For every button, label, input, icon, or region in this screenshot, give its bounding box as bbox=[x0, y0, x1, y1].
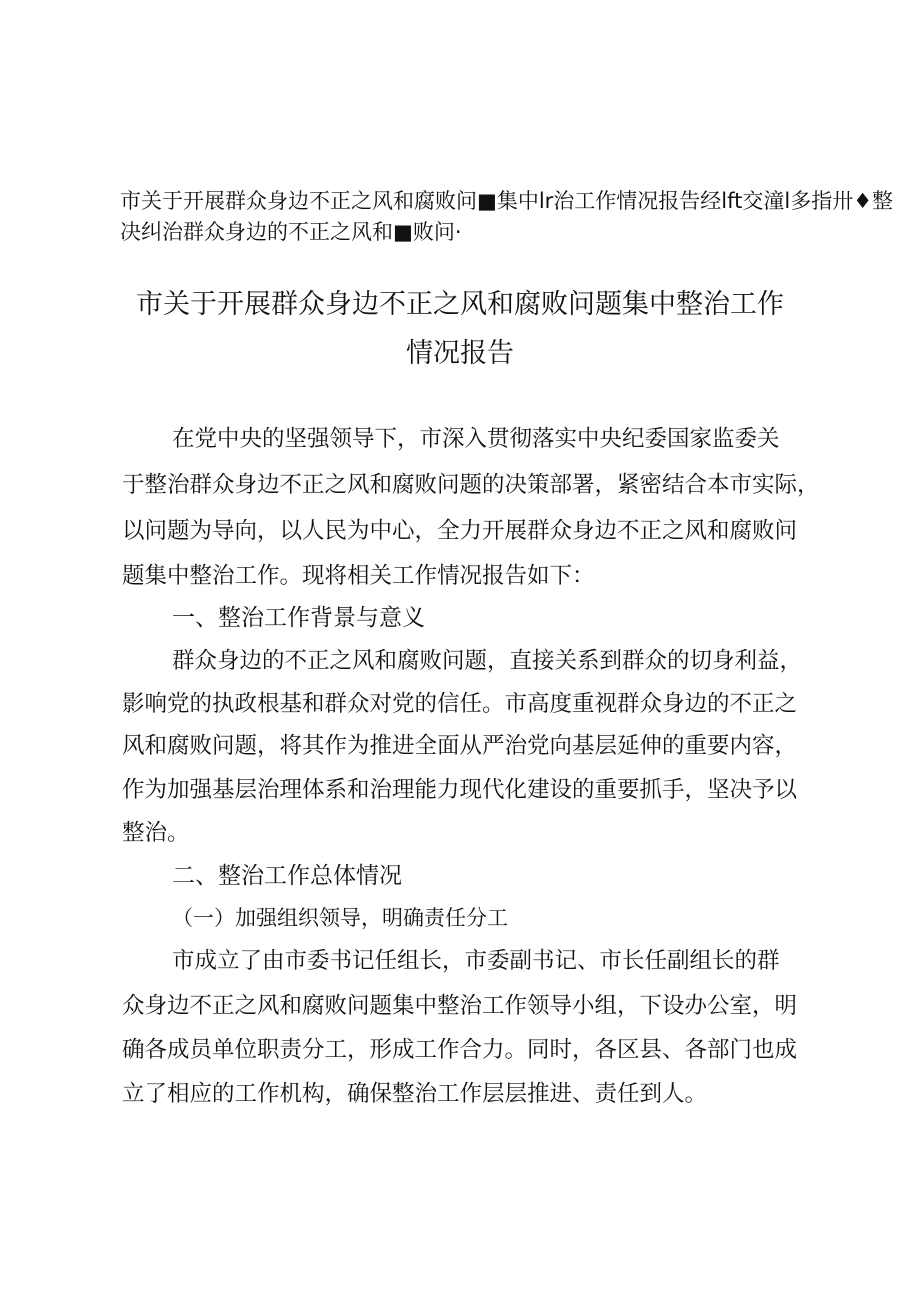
section-2-heading: 二、整治工作总体情况 bbox=[172, 863, 402, 889]
doc-header-line-1: 市关于开展群众身边不正之风和腐败问■集中lr治工作情况报告经lft交潼l多指卅♦整 bbox=[120, 189, 894, 213]
section-1-heading: 一、整治工作背景与意义 bbox=[172, 605, 425, 631]
section-1-line: 整治。 bbox=[122, 820, 190, 846]
section-1-line: 风和腐败问题，将其作为推进全面从严治党向基层延伸的重要内容， bbox=[122, 733, 798, 759]
doc-title-line-2: 情况报告 bbox=[406, 338, 514, 369]
section-2-line: 确各成员单位职责分工，形成工作合力。同时，各区县、各部门也成 bbox=[122, 1037, 798, 1063]
intro-line: 于整治群众身边不正之风和腐败问题的决策部署，紧密结合本市实际， bbox=[122, 472, 820, 498]
section-2-line: 立了相应的工作机构，确保整治工作层层推进、责任到人。 bbox=[122, 1081, 708, 1107]
intro-line: 以问题为导向，以人民为中心，全力开展群众身边不正之风和腐败问 bbox=[122, 518, 798, 544]
section-2-line: 众身边不正之风和腐败问题集中整治工作领导小组，下设办公室，明 bbox=[122, 993, 798, 1019]
doc-header-line-2: 决纠治群众身边的不正之风和■败问· bbox=[120, 220, 462, 244]
section-1-line: 群众身边的不正之风和腐败问题，直接关系到群众的切身利益， bbox=[172, 648, 803, 674]
section-2-line: 市成立了由市委书记任组长，市委副书记、市长任副组长的群 bbox=[172, 948, 780, 974]
section-1-line: 作为加强基层治理体系和治理能力现代化建设的重要抓手，坚决予以 bbox=[122, 777, 798, 803]
intro-line: 题集中整治工作。现将相关工作情况报告如下： bbox=[122, 563, 595, 589]
section-1-line: 影响党的执政根基和群众对党的信任。市高度重视群众身边的不正之 bbox=[122, 691, 798, 717]
intro-line: 在党中央的坚强领导下，市深入贯彻落实中央纪委国家监委关 bbox=[172, 426, 780, 452]
section-2-subheading: （一）加强组织领导，明确责任分工 bbox=[172, 906, 508, 930]
doc-title-line-1: 市关于开展群众身边不正之风和腐败问题集中整治工作 bbox=[136, 289, 784, 320]
